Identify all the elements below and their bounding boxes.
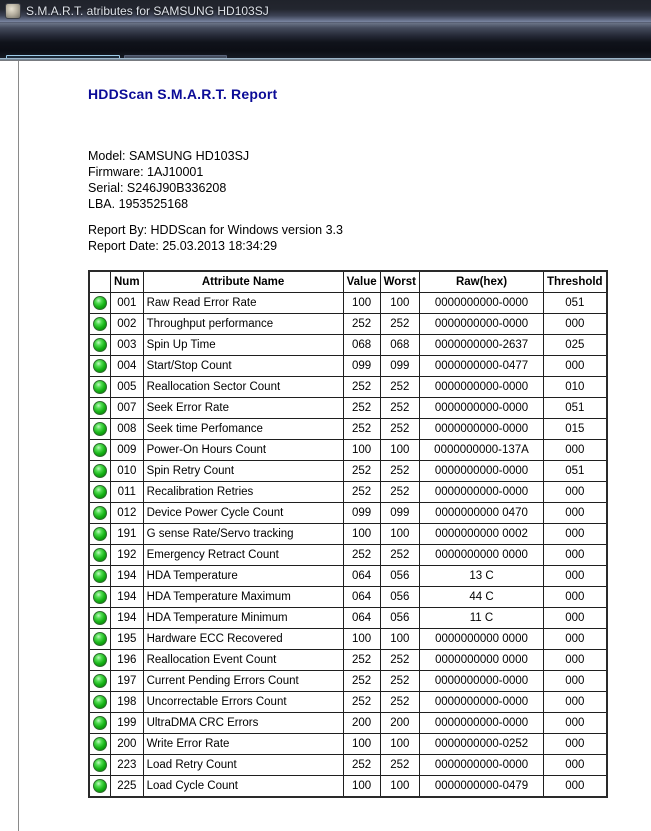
cell-value: 100	[343, 440, 380, 461]
status-led-icon	[93, 422, 107, 436]
table-row	[89, 398, 607, 419]
cell-value: 252	[343, 545, 380, 566]
cell-name: G sense Rate/Servo tracking	[143, 524, 343, 545]
status-cell	[89, 650, 111, 671]
cell-threshold: 051	[544, 461, 607, 482]
cell-name: Hardware ECC Recovered	[143, 629, 343, 650]
status-cell	[89, 566, 111, 587]
status-led-icon	[93, 359, 107, 373]
cell-worst: 056	[380, 608, 419, 629]
cell-num: 199	[111, 713, 144, 734]
header-worst: Worst	[380, 271, 419, 293]
status-cell	[89, 398, 111, 419]
cell-num: 005	[111, 377, 144, 398]
status-cell	[89, 335, 111, 356]
status-led-icon	[93, 548, 107, 562]
cell-name: Spin Retry Count	[143, 461, 343, 482]
text-line: LBA. 1953525168	[88, 197, 189, 211]
cell-raw: 0000000000-0000	[420, 713, 544, 734]
cell-num: 012	[111, 503, 144, 524]
cell-name: Current Pending Errors Count	[143, 671, 343, 692]
table-row	[89, 482, 607, 503]
cell-num: 191	[111, 524, 144, 545]
cell-threshold: 000	[544, 713, 607, 734]
text-line: Firmware: 1AJ10001	[88, 165, 204, 179]
table-row	[89, 650, 607, 671]
cell-threshold: 000	[544, 356, 607, 377]
cell-name: Seek Error Rate	[143, 398, 343, 419]
cell-name: HDA Temperature Maximum	[143, 587, 343, 608]
cell-threshold: 000	[544, 314, 607, 335]
status-cell	[89, 503, 111, 524]
status-led-icon	[93, 737, 107, 751]
cell-num: 003	[111, 335, 144, 356]
cell-num: 196	[111, 650, 144, 671]
cell-value: 252	[343, 650, 380, 671]
table-row	[89, 545, 607, 566]
cell-value: 068	[343, 335, 380, 356]
text-line: Report Date: 25.03.2013 18:34:29	[88, 239, 278, 253]
cell-worst: 099	[380, 356, 419, 377]
cell-threshold: 000	[544, 545, 607, 566]
cell-value: 252	[343, 377, 380, 398]
cell-threshold: 000	[544, 503, 607, 524]
cell-raw: 0000000000-0477	[420, 356, 544, 377]
report-heading: HDDScan S.M.A.R.T. Report	[88, 86, 278, 102]
cell-raw: 13 C	[420, 566, 544, 587]
cell-worst: 100	[380, 629, 419, 650]
status-cell	[89, 461, 111, 482]
cell-name: Seek time Perfomance	[143, 419, 343, 440]
table-row	[89, 734, 607, 755]
cell-worst: 252	[380, 545, 419, 566]
status-led-icon	[93, 485, 107, 499]
status-cell	[89, 440, 111, 461]
cell-threshold: 000	[544, 629, 607, 650]
cell-num: 198	[111, 692, 144, 713]
table-row	[89, 566, 607, 587]
cell-value: 100	[343, 524, 380, 545]
cell-num: 004	[111, 356, 144, 377]
toolbar	[0, 23, 651, 58]
table-row	[89, 776, 607, 798]
status-led-icon	[93, 401, 107, 415]
cell-threshold: 000	[544, 692, 607, 713]
table-row	[89, 608, 607, 629]
status-led-icon	[93, 506, 107, 520]
cell-name: HDA Temperature	[143, 566, 343, 587]
cell-num: 197	[111, 671, 144, 692]
cell-threshold: 000	[544, 608, 607, 629]
cell-num: 195	[111, 629, 144, 650]
table-row	[89, 419, 607, 440]
cell-num: 194	[111, 587, 144, 608]
status-led-icon	[93, 716, 107, 730]
cell-worst: 252	[380, 377, 419, 398]
cell-num: 010	[111, 461, 144, 482]
cell-raw: 0000000000-2637	[420, 335, 544, 356]
status-cell	[89, 734, 111, 755]
cell-name: Write Error Rate	[143, 734, 343, 755]
cell-worst: 200	[380, 713, 419, 734]
status-cell	[89, 314, 111, 335]
cell-value: 252	[343, 398, 380, 419]
table-row	[89, 587, 607, 608]
status-led-icon	[93, 527, 107, 541]
window-titlebar[interactable]	[0, 0, 651, 23]
cell-raw: 11 C	[420, 608, 544, 629]
cell-worst: 099	[380, 503, 419, 524]
cell-num: 200	[111, 734, 144, 755]
cell-threshold: 000	[544, 650, 607, 671]
cell-value: 064	[343, 587, 380, 608]
cell-name: Start/Stop Count	[143, 356, 343, 377]
cell-name: Device Power Cycle Count	[143, 503, 343, 524]
cell-name: HDA Temperature Minimum	[143, 608, 343, 629]
cell-num: 194	[111, 608, 144, 629]
cell-raw: 0000000000 0002	[420, 524, 544, 545]
status-led-icon	[93, 632, 107, 646]
cell-num: 011	[111, 482, 144, 503]
header-raw: Raw(hex)	[420, 271, 544, 293]
cell-num: 008	[111, 419, 144, 440]
table-row	[89, 692, 607, 713]
header-name: Attribute Name	[143, 271, 343, 293]
cell-threshold: 000	[544, 524, 607, 545]
cell-raw: 44 C	[420, 587, 544, 608]
cell-name: Spin Up Time	[143, 335, 343, 356]
cell-name: Reallocation Sector Count	[143, 377, 343, 398]
table-row	[89, 713, 607, 734]
cell-name: Emergency Retract Count	[143, 545, 343, 566]
cell-worst: 252	[380, 671, 419, 692]
text-line: Report By: HDDScan for Windows version 3.3	[88, 223, 343, 237]
text-line: Serial: S246J90B336208	[88, 181, 227, 195]
status-cell	[89, 629, 111, 650]
text-line: Model: SAMSUNG HD103SJ	[88, 149, 250, 163]
cell-worst: 100	[380, 440, 419, 461]
drive-info	[88, 148, 249, 212]
cell-worst: 068	[380, 335, 419, 356]
status-cell	[89, 608, 111, 629]
cell-raw: 0000000000-0000	[420, 377, 544, 398]
cell-raw: 0000000000-137A	[420, 440, 544, 461]
cell-raw: 0000000000 0000	[420, 650, 544, 671]
status-cell	[89, 293, 111, 314]
status-cell	[89, 671, 111, 692]
cell-value: 252	[343, 692, 380, 713]
cell-worst: 100	[380, 293, 419, 314]
cell-threshold: 000	[544, 587, 607, 608]
header-led	[89, 271, 111, 293]
cell-value: 064	[343, 608, 380, 629]
panel-left-border	[18, 61, 19, 831]
cell-raw: 0000000000-0000	[420, 482, 544, 503]
cell-threshold: 025	[544, 335, 607, 356]
cell-value: 100	[343, 629, 380, 650]
cell-value: 252	[343, 419, 380, 440]
status-led-icon	[93, 296, 107, 310]
cell-worst: 252	[380, 398, 419, 419]
table-row	[89, 440, 607, 461]
header-threshold: Threshold	[544, 271, 607, 293]
status-led-icon	[93, 338, 107, 352]
report-panel	[0, 61, 651, 831]
cell-value: 252	[343, 755, 380, 776]
cell-threshold: 000	[544, 671, 607, 692]
cell-name: Reallocation Event Count	[143, 650, 343, 671]
cell-value: 252	[343, 314, 380, 335]
cell-threshold: 015	[544, 419, 607, 440]
cell-value: 252	[343, 482, 380, 503]
table-header-row	[89, 271, 607, 293]
status-led-icon	[93, 758, 107, 772]
cell-raw: 0000000000-0000	[420, 314, 544, 335]
cell-worst: 252	[380, 650, 419, 671]
status-led-icon	[93, 443, 107, 457]
table-row	[89, 335, 607, 356]
status-cell	[89, 356, 111, 377]
cell-name: Recalibration Retries	[143, 482, 343, 503]
table-row	[89, 377, 607, 398]
cell-worst: 100	[380, 524, 419, 545]
window-title: S.M.A.R.T. atributes for SAMSUNG HD103SJ	[26, 4, 269, 18]
status-led-icon	[93, 380, 107, 394]
header-value: Value	[343, 271, 380, 293]
cell-worst: 100	[380, 734, 419, 755]
status-cell	[89, 692, 111, 713]
status-led-icon	[93, 695, 107, 709]
cell-worst: 252	[380, 482, 419, 503]
status-led-icon	[93, 569, 107, 583]
cell-raw: 0000000000-0000	[420, 419, 544, 440]
cell-value: 252	[343, 671, 380, 692]
cell-worst: 252	[380, 461, 419, 482]
cell-worst: 252	[380, 314, 419, 335]
cell-threshold: 000	[544, 776, 607, 798]
cell-name: Uncorrectable Errors Count	[143, 692, 343, 713]
status-cell	[89, 377, 111, 398]
status-cell	[89, 755, 111, 776]
status-cell	[89, 713, 111, 734]
app-icon[interactable]	[5, 3, 21, 19]
table-row	[89, 755, 607, 776]
status-led-icon	[93, 674, 107, 688]
cell-raw: 0000000000-0000	[420, 293, 544, 314]
cell-name: Power-On Hours Count	[143, 440, 343, 461]
status-led-icon	[93, 590, 107, 604]
status-led-icon	[93, 653, 107, 667]
table-row	[89, 524, 607, 545]
cell-num: 192	[111, 545, 144, 566]
cell-value: 099	[343, 356, 380, 377]
cell-worst: 100	[380, 776, 419, 798]
cell-threshold: 051	[544, 293, 607, 314]
cell-value: 100	[343, 734, 380, 755]
cell-value: 099	[343, 503, 380, 524]
cell-threshold: 000	[544, 440, 607, 461]
cell-value: 100	[343, 293, 380, 314]
header-num: Num	[111, 271, 144, 293]
cell-raw: 0000000000-0000	[420, 398, 544, 419]
cell-num: 225	[111, 776, 144, 798]
table-row	[89, 314, 607, 335]
status-cell	[89, 776, 111, 798]
cell-name: Throughput performance	[143, 314, 343, 335]
cell-num: 194	[111, 566, 144, 587]
cell-raw: 0000000000-0479	[420, 776, 544, 798]
table-row	[89, 503, 607, 524]
table-row	[89, 293, 607, 314]
cell-worst: 056	[380, 587, 419, 608]
report-meta	[88, 222, 343, 254]
status-cell	[89, 482, 111, 503]
cell-threshold: 010	[544, 377, 607, 398]
cell-value: 100	[343, 776, 380, 798]
cell-name: UltraDMA CRC Errors	[143, 713, 343, 734]
table-row	[89, 671, 607, 692]
cell-threshold: 000	[544, 734, 607, 755]
status-cell	[89, 419, 111, 440]
cell-value: 064	[343, 566, 380, 587]
cell-raw: 0000000000 0000	[420, 545, 544, 566]
status-cell	[89, 524, 111, 545]
smart-table-wrap	[88, 270, 608, 798]
status-led-icon	[93, 611, 107, 625]
status-cell	[89, 545, 111, 566]
cell-threshold: 051	[544, 398, 607, 419]
status-led-icon	[93, 317, 107, 331]
status-led-icon	[93, 779, 107, 793]
table-row	[89, 461, 607, 482]
table-body	[89, 293, 607, 798]
cell-worst: 252	[380, 755, 419, 776]
cell-raw: 0000000000 0470	[420, 503, 544, 524]
status-cell	[89, 587, 111, 608]
status-led-icon	[93, 464, 107, 478]
smart-attributes-table	[88, 270, 608, 798]
cell-value: 200	[343, 713, 380, 734]
cell-threshold: 000	[544, 566, 607, 587]
cell-name: Load Retry Count	[143, 755, 343, 776]
cell-raw: 0000000000-0000	[420, 671, 544, 692]
cell-threshold: 000	[544, 755, 607, 776]
cell-num: 009	[111, 440, 144, 461]
cell-num: 002	[111, 314, 144, 335]
cell-name: Load Cycle Count	[143, 776, 343, 798]
cell-num: 007	[111, 398, 144, 419]
cell-raw: 0000000000-0252	[420, 734, 544, 755]
cell-worst: 252	[380, 419, 419, 440]
cell-worst: 252	[380, 692, 419, 713]
table-row	[89, 356, 607, 377]
cell-threshold: 000	[544, 482, 607, 503]
cell-raw: 0000000000 0000	[420, 629, 544, 650]
cell-num: 223	[111, 755, 144, 776]
cell-name: Raw Read Error Rate	[143, 293, 343, 314]
cell-raw: 0000000000-0000	[420, 461, 544, 482]
cell-raw: 0000000000-0000	[420, 692, 544, 713]
cell-worst: 056	[380, 566, 419, 587]
cell-value: 252	[343, 461, 380, 482]
cell-num: 001	[111, 293, 144, 314]
table-row	[89, 629, 607, 650]
cell-raw: 0000000000-0000	[420, 755, 544, 776]
